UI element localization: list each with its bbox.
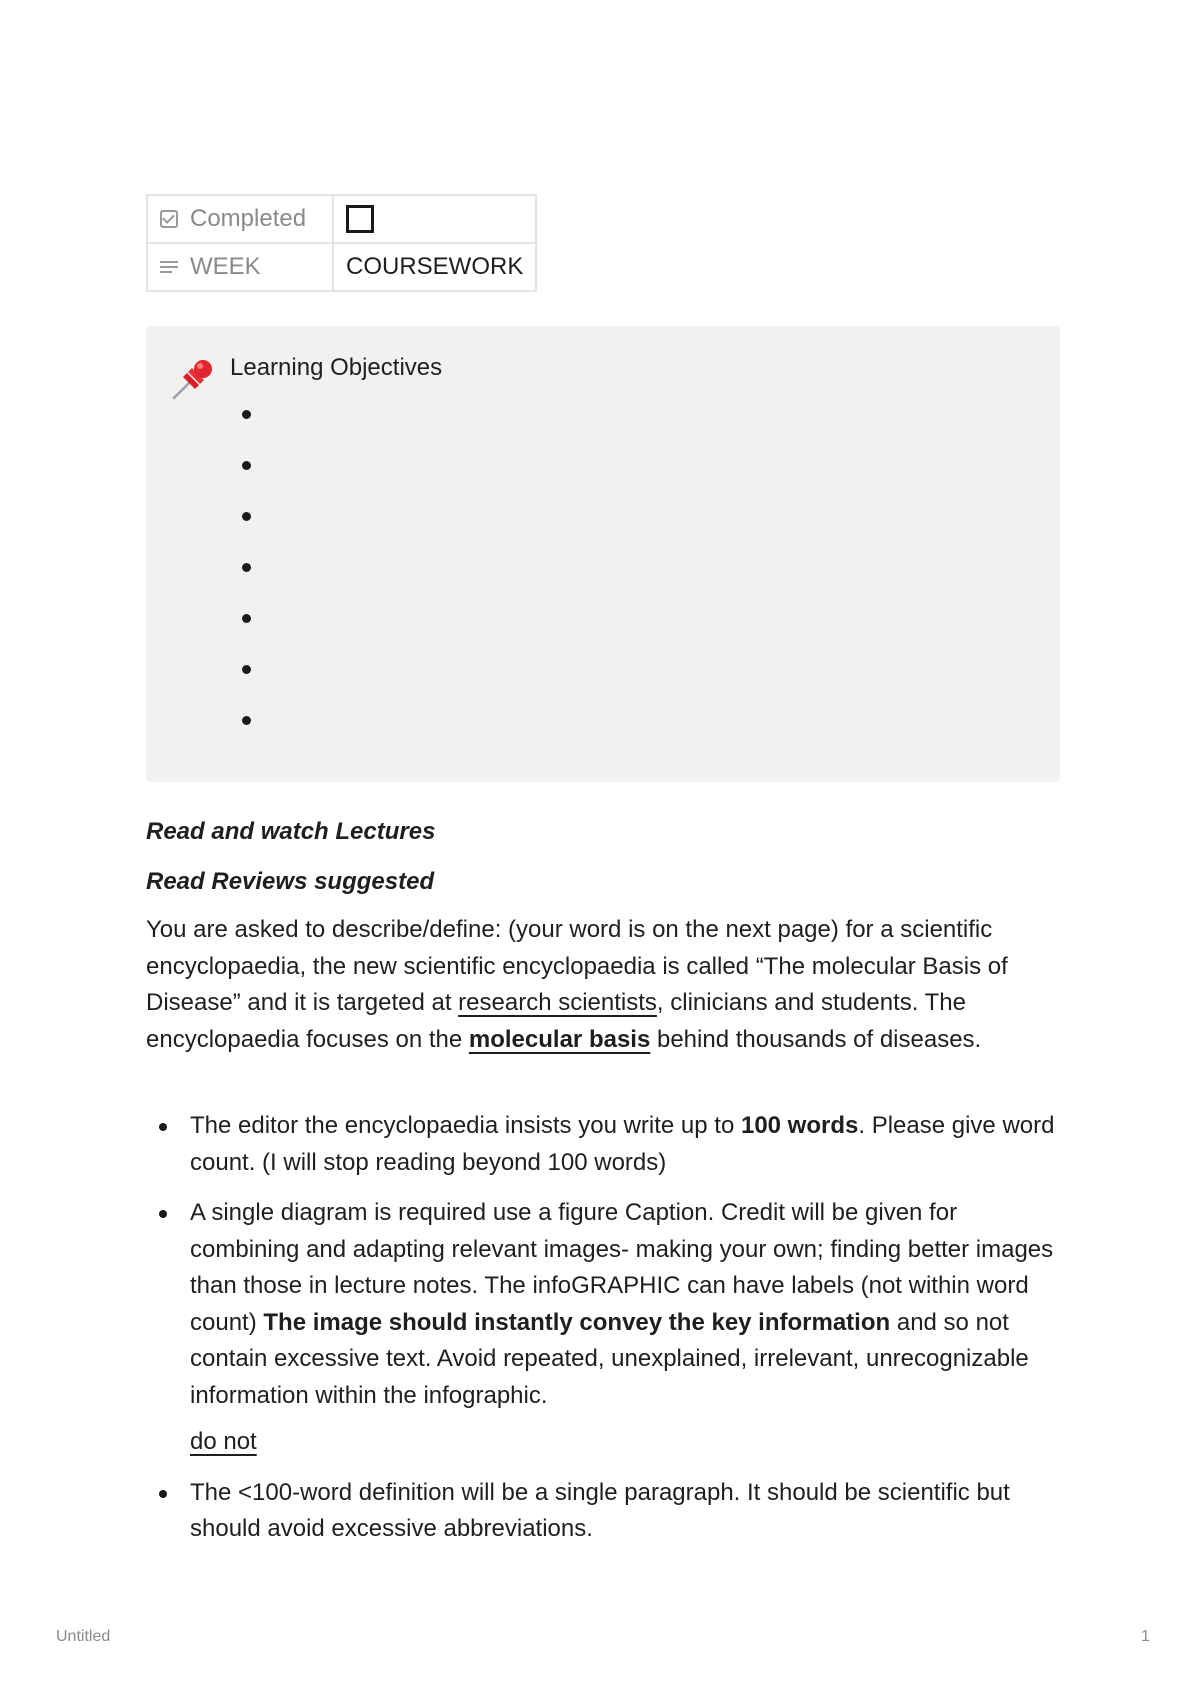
bullet-bold: 100 words <box>740 1112 859 1139</box>
learning-objectives-callout <box>146 326 1060 782</box>
property-key-week <box>147 243 333 291</box>
intro-text-3: behind thousands of diseases. <box>650 1025 982 1053</box>
list-item: The <100-word definition will be a single paragraph. It should be scientific but should avoid excessive abbreviations. <box>146 1475 1066 1548</box>
heading-reviews: Read Reviews suggested <box>146 868 435 895</box>
bullet-text: and so not contain excessive text. Avoid repeated, unexplained, irrelevant, unrecognizable information within the infographic. <box>190 1308 1029 1409</box>
completed-checkbox[interactable] <box>346 205 374 233</box>
pushpin-icon <box>170 356 216 402</box>
page-number: 1 <box>1141 1628 1150 1645</box>
properties-table <box>146 194 537 292</box>
intro-text-2: , clinicians and students. The encyclopaedia focuses on the <box>146 989 966 1053</box>
molecular-basis-link[interactable]: molecular basis <box>468 1025 651 1053</box>
research-scientists-link[interactable]: research scientists <box>458 989 657 1016</box>
footer-title: Untitled <box>56 1628 111 1645</box>
bullet-bold: The image should instantly convey the key information <box>263 1308 891 1336</box>
heading-lectures: Read and watch Lectures <box>146 818 436 845</box>
completed-label: Completed <box>190 205 307 232</box>
property-value-completed <box>333 195 536 243</box>
intro-text-1: You are asked to describe/define: (your word is on the next page) for a scientific encyclopaedia, the new scientific encyclopaedia is called “The molecular Basis of Disease” and it is targeted at <box>146 916 1008 1016</box>
property-value-week[interactable]: COURSEWORK <box>333 243 536 291</box>
property-key-completed <box>147 195 333 243</box>
callout-title: Learning Objectives <box>230 354 443 381</box>
intro-paragraph <box>146 912 1066 1058</box>
text-property-icon <box>160 259 178 275</box>
property-row-completed <box>147 195 536 243</box>
do-not-note: do not <box>190 1428 257 1455</box>
week-label: WEEK <box>190 253 261 280</box>
list-item <box>146 1195 1066 1461</box>
bullet-text: . Please give word count. (I will stop reading beyond 100 words) <box>190 1112 1055 1176</box>
checkbox-property-icon <box>160 210 178 228</box>
property-row-week <box>147 243 536 291</box>
bullet-text: The editor the encyclopaedia insists you write up to <box>190 1112 741 1139</box>
list-item <box>146 1108 1066 1181</box>
bullet-text: A single diagram is required use a figure Caption. Credit will be given for combining and adapting relevant images- making your own; finding better images than those in lecture notes. The infoGRAPHIC can have labels (not within word count) <box>190 1199 1054 1336</box>
requirements-list <box>146 1108 1066 1548</box>
